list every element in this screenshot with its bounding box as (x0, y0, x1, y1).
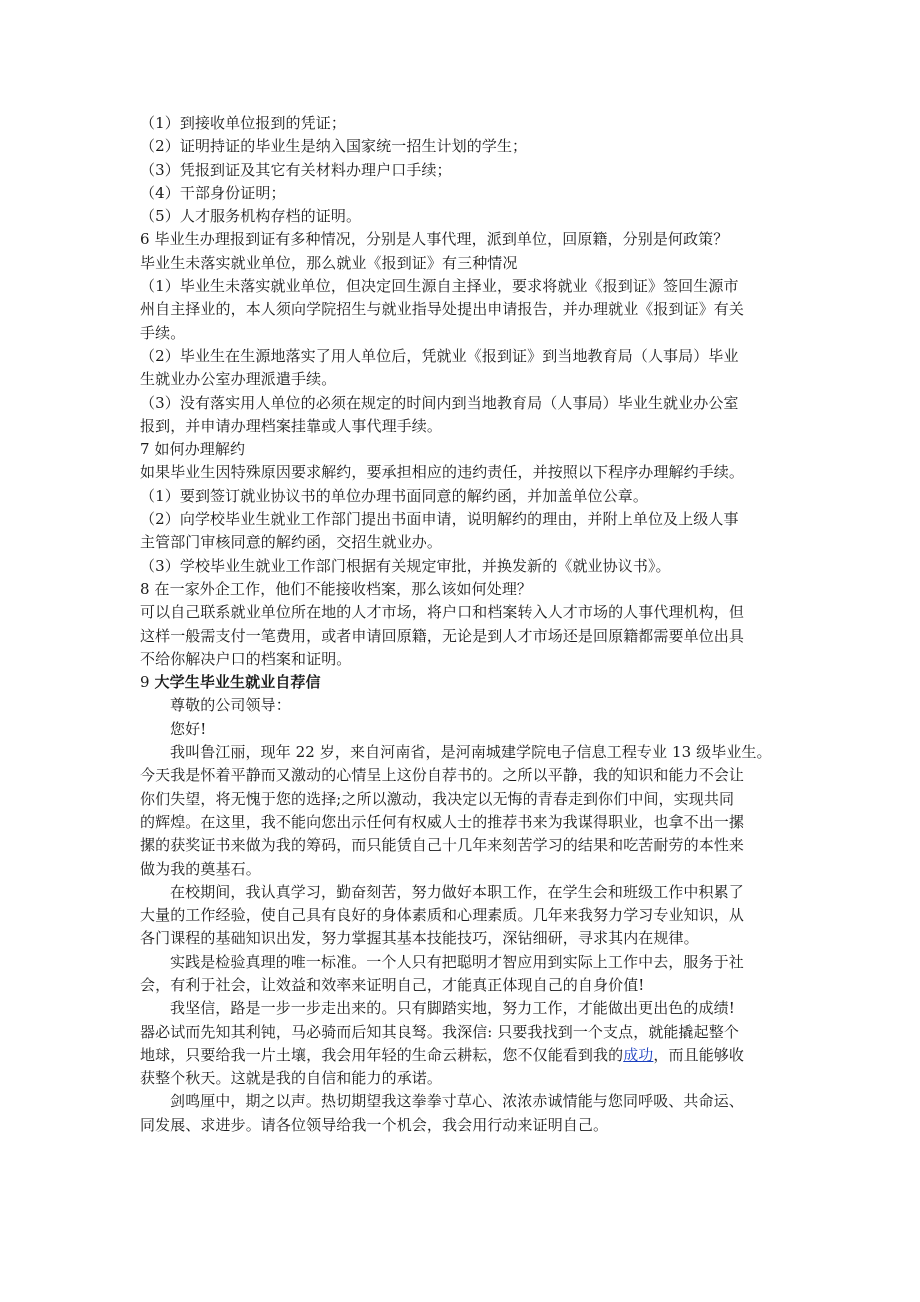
section-7-step-1: （1）要到签订就业协议书的单位办理书面同意的解约函，并加盖单位公章。 (140, 486, 648, 505)
section-7-step-2: （2）向学校毕业生就业工作部门提出书面申请，说明解约的理由，并附上单位及上级人事 (140, 510, 739, 529)
letter-text: ，而且能够收 (653, 1045, 745, 1064)
letter-text: 地球，只要给我一片土壤，我会用年轻的生命云耕耘，您不仅能看到我的 (140, 1045, 624, 1064)
letter-paragraph-1: 做为我的奠基石。 (140, 859, 261, 878)
letter-salutation: 尊敬的公司领导： (170, 696, 291, 715)
letter-greeting: 您好! (170, 719, 207, 738)
letter-paragraph-4 (140, 1044, 800, 1067)
section-9-title: 大学生毕业生就业自荐信 (154, 673, 321, 692)
section-8-answer: 这样一般需支付一笔费用，或者申请回原籍，无论是到人才市场还是回原籍都需要单位出具 (140, 626, 745, 645)
section-8-title: 8 在一家外企工作，他们不能接收档案，那么该如何处理？ (140, 579, 533, 598)
list-item: （4）干部身份证明； (140, 183, 286, 202)
letter-paragraph-4: 我坚信，路是一步一步走出来的。只有脚踏实地，努力工作，才能做出更出色的成绩! (170, 999, 735, 1018)
letter-paragraph-3: 实践是检验真理的唯一标准。一个人只有把聪明才智应用到实际上工作中去，服务于社 (170, 952, 744, 971)
section-6-case-2: 生就业办公室办理派遣手续。 (140, 370, 337, 389)
section-6-intro: 毕业生未落实就业单位，那么就业《报到证》有三种情况 (140, 253, 518, 272)
list-item: （3）凭报到证及其它有关材料办理户口手续； (140, 160, 452, 179)
section-6-case-1: 州自主择业的，本人须向学院招生与就业指导处提出申请报告，并办理就业《报到证》有关 (140, 300, 745, 319)
document-page (140, 112, 800, 1137)
letter-paragraph-5: 同发展、求进步。请各位领导给我一个机会，我会用行动来证明自己。 (140, 1115, 609, 1134)
section-6-case-3: （3）没有落实用人单位的必须在规定的时间内到当地教育局（人事局）毕业生就业办公室 (140, 393, 739, 412)
letter-paragraph-2: 大量的工作经验，使自己具有良好的身体素质和心理素质。几年来我努力学习专业知识，从 (140, 906, 745, 925)
letter-paragraph-1: 我叫鲁江丽，现年 22 岁，来自河南省，是河南城建学院电子信息工程专业 13 级毕业生。 (170, 743, 772, 762)
section-7-step-2: 主管部门审核同意的解约函，交招生就业办。 (140, 533, 443, 552)
letter-paragraph-1: 今天我是怀着平静而又激动的心情呈上这份自荐书的。之所以平静，我的知识和能力不会让 (140, 766, 745, 785)
section-6-title: 6 毕业生办理报到证有多种情况，分别是人事代理，派到单位，回原籍，分别是何政策？ (140, 230, 729, 249)
section-8-answer: 可以自己联系就业单位所在地的人才市场，将户口和档案转入人才市场的人事代理机构，但 (140, 603, 745, 622)
success-link[interactable]: 成功 (623, 1045, 654, 1064)
section-6-case-3: 报到，并申请办理档案挂靠或人事代理手续。 (140, 416, 443, 435)
letter-paragraph-4: 获整个秋天。这就是我的自信和能力的承诺。 (140, 1069, 443, 1088)
letter-paragraph-4: 器必试而先知其利钝，马必骑而后知其良驽。我深信: 只要我找到一个支点，就能撬起整个 (140, 1022, 739, 1041)
letter-paragraph-5: 剑鸣厘中，期之以声。热切期望我这拳拳寸草心、浓浓赤诚情能与您同呼吸、共命运、 (170, 1092, 744, 1111)
letter-paragraph-2: 各门课程的基础知识出发，努力掌握其基本技能技巧，深钻细研，寻求其内在规律。 (140, 929, 699, 948)
letter-paragraph-3: 会，有利于社会，让效益和效率来证明自己，才能真正体现自己的自身价值! (140, 975, 645, 994)
section-7-step-3: （3）学校毕业生就业工作部门根据有关规定审批，并换发新的《就业协议书》。 (140, 556, 671, 575)
letter-paragraph-2: 在校期间，我认真学习，勤奋刻苦，努力做好本职工作，在学生会和班级工作中积累了 (170, 882, 744, 901)
section-9-heading (140, 671, 800, 694)
letter-paragraph-1: 摞的获奖证书来做为我的筹码，而只能赁自己十几年来刻苦学习的结果和吃苦耐劳的本性来 (140, 836, 745, 855)
section-8-answer: 不给你解决户口的档案和证明。 (140, 649, 352, 668)
section-6-case-1: （1）毕业生未落实就业单位，但决定回生源自主择业，要求将就业《报到证》签回生源市 (140, 277, 739, 296)
section-9-number: 9 (140, 673, 155, 692)
list-item: （5）人才服务机构存档的证明。 (140, 207, 362, 226)
section-6-case-1: 手续。 (140, 323, 186, 342)
letter-paragraph-1: 你们失望，将无愧于您的选择;之所以激动，我决定以无悔的青春走到你们中间，实现共同 (140, 789, 735, 808)
section-7-title: 7 如何办理解约 (140, 440, 246, 459)
section-7-intro: 如果毕业生因特殊原因要求解约，要承担相应的违约责任，并按照以下程序办理解约手续。 (140, 463, 745, 482)
letter-paragraph-1: 的辉煌。在这里，我不能向您出示任何有权威人士的推荐书来为我谋得职业，也拿不出一摞 (140, 812, 745, 831)
list-item: （2）证明持证的毕业生是纳入国家统一招生计划的学生； (140, 137, 528, 156)
list-item: （1）到接收单位报到的凭证； (140, 114, 346, 132)
section-6-case-2: （2）毕业生在生源地落实了用人单位后，凭就业《报到证》到当地教育局（人事局）毕业 (140, 346, 739, 365)
